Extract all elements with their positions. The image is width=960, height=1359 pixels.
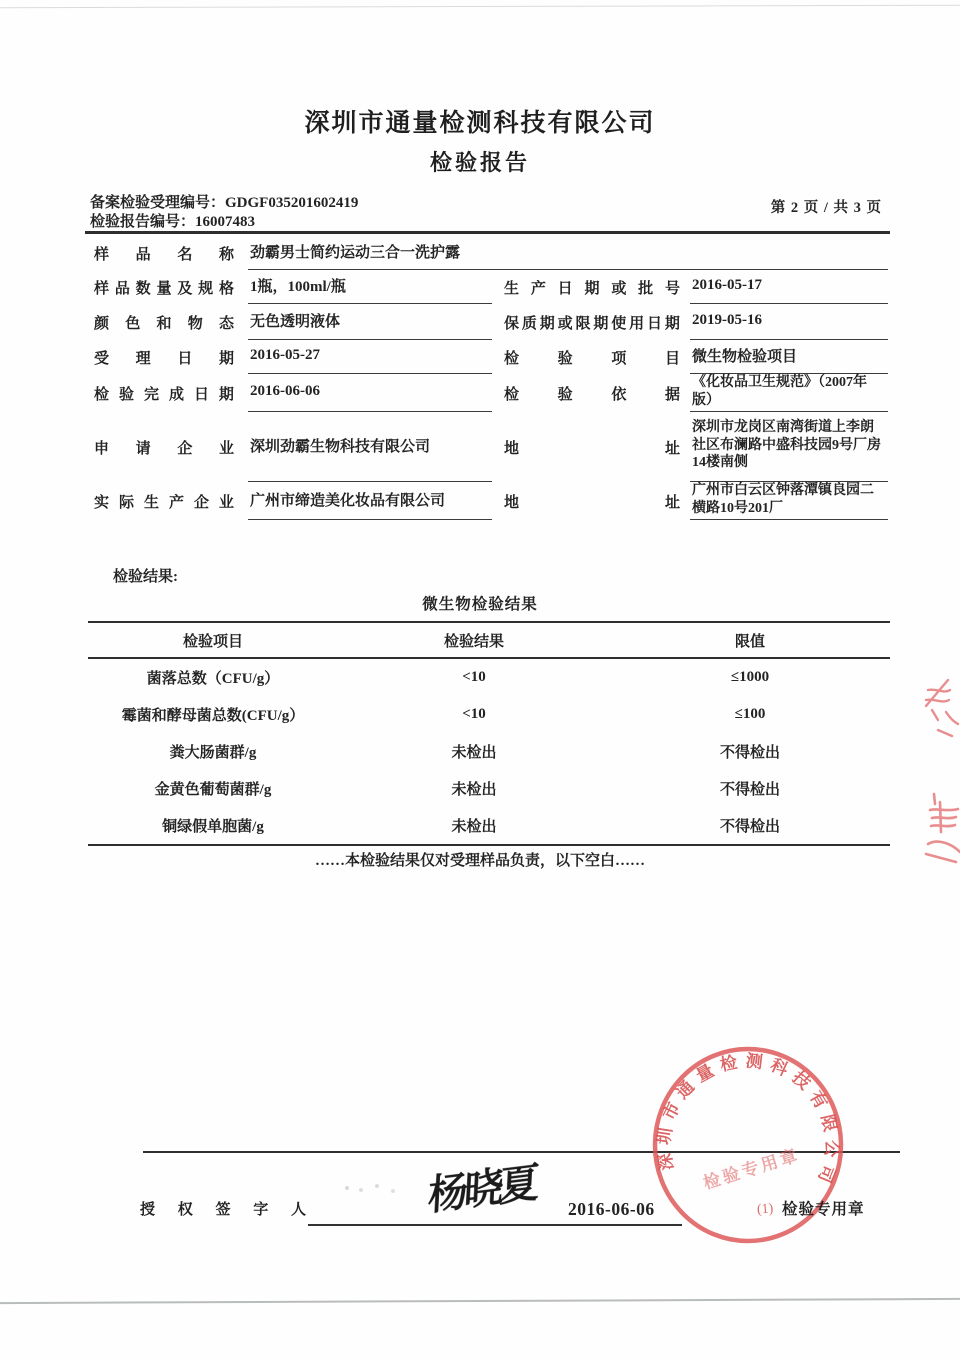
acceptance-date-label: 受 理 日 期 <box>94 350 234 367</box>
scan-edge-bottom <box>0 1298 960 1304</box>
cell-item: 铜绿假单胞菌/g <box>162 819 264 835</box>
report-number-value: 16007483 <box>195 214 256 230</box>
report-number-label: 检验报告编号： <box>90 214 196 230</box>
signature-line <box>308 1224 682 1226</box>
cell-limit: 不得检出 <box>719 819 780 835</box>
header-test-item: 检验项目 <box>182 633 243 650</box>
table-row <box>88 696 890 733</box>
record-number-value: GDGF035201602419 <box>225 195 359 211</box>
cell-limit: ≤100 <box>734 706 766 722</box>
table-row <box>88 659 890 696</box>
cell-item: 金黄色葡萄菌群/g <box>154 782 272 798</box>
test-item-value: 微生物检验项目 <box>690 340 888 374</box>
results-table-title: 微生物检验结果 <box>422 596 538 613</box>
cell-limit: 不得检出 <box>719 745 780 761</box>
sample-info-form <box>90 236 888 520</box>
applicant-label: 申 请 企 业 <box>94 440 234 457</box>
record-number-label: 备案检验受理编号： <box>90 195 226 211</box>
color-state-label: 颜 色 和 物 态 <box>94 315 234 332</box>
header-limit: 限值 <box>734 633 765 650</box>
cell-item: 粪大肠菌群/g <box>169 745 257 761</box>
cell-result: <10 <box>462 669 486 685</box>
color-state-value: 无色透明液体 <box>248 304 492 340</box>
manufacturer-value: 广州市缔造美化妆品有限公司 <box>248 482 492 520</box>
header-test-result: 检验结果 <box>443 633 504 650</box>
company-title: 深圳市通量检测科技有限公司 <box>304 109 656 137</box>
cell-item: 菌落总数（CFU/g） <box>146 671 280 687</box>
test-item-label: 检 验 项 目 <box>504 350 680 367</box>
quantity-label: 样 品 数 量 及 规 格 <box>94 280 234 297</box>
handwritten-signature: 杨晓夏 <box>427 1161 537 1219</box>
header-rule <box>85 231 890 234</box>
results-disclaimer-note: ……本检验结果仅对受理样品负责，以下空白…… <box>314 853 645 869</box>
results-table <box>88 621 890 846</box>
cell-item: 霉菌和酵母菌总数(CFU/g） <box>121 708 305 724</box>
stamp-number: (1) <box>756 1201 774 1218</box>
completion-date-label: 检 验 完 成 日 期 <box>94 386 234 403</box>
stamp-inner-text: 检验专用章 <box>701 1145 803 1193</box>
page-indicator: 第 2 页 / 共 3 页 <box>770 200 882 216</box>
stamp-company-arc-text: 深圳市通量检测科技有限公司 <box>654 1051 842 1192</box>
authorized-signer-label: 授 权 签 字 人 <box>140 1202 306 1218</box>
test-basis-label: 检 验 依 据 <box>504 386 680 403</box>
results-table-body <box>88 659 890 846</box>
applicant-address-value: 深圳市龙岗区南湾街道上李朗社区布澜路中盛科技园9号厂房14楼南侧 <box>690 412 888 482</box>
red-seal-fragment-lower <box>920 788 960 874</box>
table-row <box>88 733 890 770</box>
production-date-value: 2016-05-17 <box>690 270 888 304</box>
report-meta <box>90 194 358 232</box>
cell-result: <10 <box>462 706 486 722</box>
cell-result: 未检出 <box>451 819 497 835</box>
sample-name-label: 样 品 名 称 <box>94 246 234 263</box>
signature-smudge <box>345 1186 349 1190</box>
expiry-label: 保 质 期 或 限 期 使 用 日 期 <box>504 315 680 332</box>
acceptance-date-value: 2016-05-27 <box>248 340 492 374</box>
applicant-address-label: 地 址 <box>504 440 680 457</box>
report-title: 检验报告 <box>429 150 530 175</box>
results-table-header <box>88 621 890 659</box>
cell-limit: ≤1000 <box>730 669 770 685</box>
manufacturer-label: 实 际 生 产 企 业 <box>94 494 234 511</box>
applicant-value: 深圳劲霸生物科技有限公司 <box>248 412 492 482</box>
results-section-label: 检验结果: <box>113 569 178 585</box>
expiry-value: 2019-05-16 <box>690 304 888 340</box>
report-number-line <box>90 213 358 232</box>
cell-result: 未检出 <box>451 745 497 761</box>
test-basis-value: 《化妆品卫生规范》（2007年版） <box>690 374 888 412</box>
stamp-caption: 检验专用章 <box>782 1201 865 1218</box>
completion-date-value: 2016-06-06 <box>248 374 492 412</box>
sample-name-value: 劲霸男士简约运动三合一洗护露 <box>248 236 888 270</box>
production-date-label: 生 产 日 期 或 批 号 <box>504 280 680 297</box>
cell-limit: 不得检出 <box>719 782 780 798</box>
quantity-value: 1瓶，100ml/瓶 <box>248 270 492 304</box>
table-row <box>88 770 890 807</box>
manufacturer-address-label: 地 址 <box>504 494 680 511</box>
cell-result: 未检出 <box>451 782 497 798</box>
manufacturer-address-value: 广州市白云区钟落潭镇良园二横路10号201厂 <box>690 482 888 520</box>
table-row <box>88 807 890 844</box>
signature-date: 2016-06-06 <box>568 1199 655 1219</box>
red-seal-fragment-upper <box>916 676 960 760</box>
record-number-line <box>90 194 358 213</box>
scan-edge-top <box>0 5 960 9</box>
